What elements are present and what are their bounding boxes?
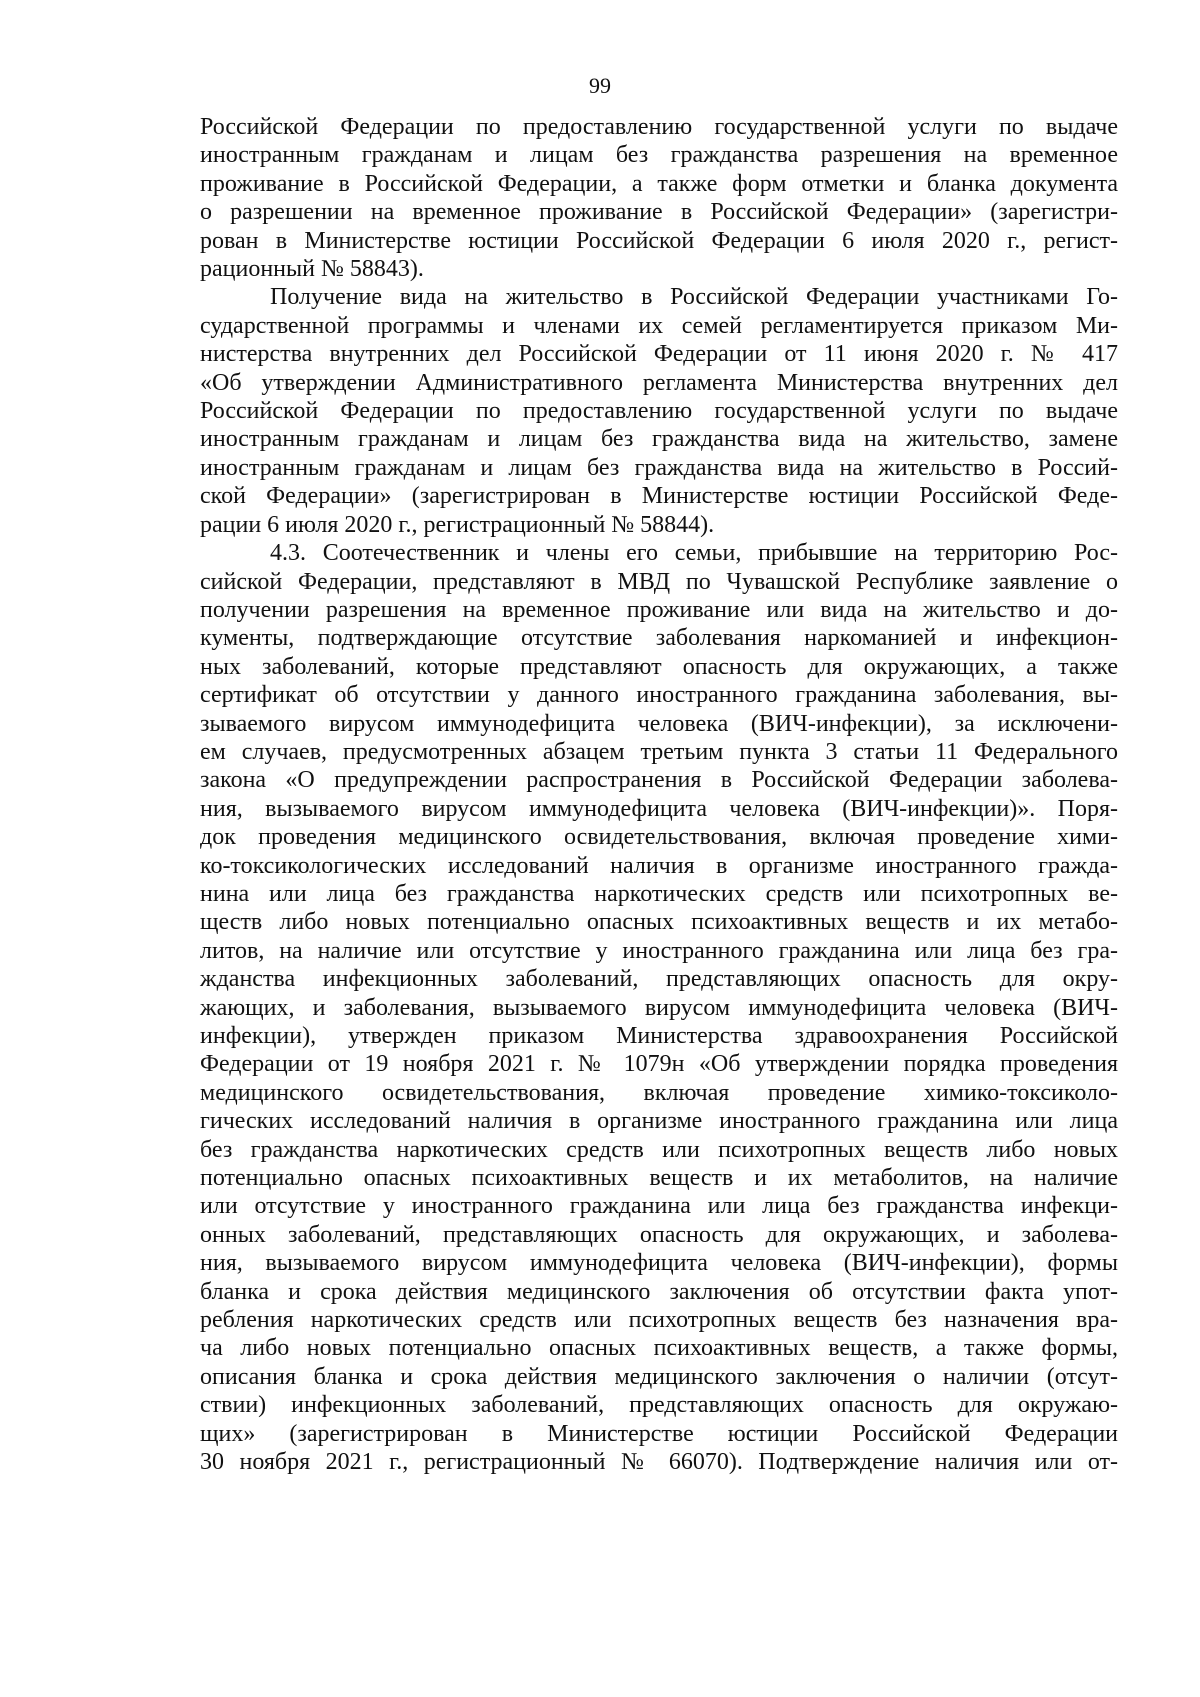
text-line: бланка и срока действия медицинского заключения об отсутствии факта упот- xyxy=(200,1278,1118,1305)
text-line: ствии) инфекционных заболеваний, представляющих опасность для окружаю- xyxy=(200,1392,1118,1419)
text-line: сийской Федерации, представляют в МВД по Чувашской Республике заявление о xyxy=(200,568,1118,595)
text-line: ния, вызываемого вирусом иммунодефицита человека (ВИЧ-инфекции), формы xyxy=(200,1250,1118,1277)
text-line: зываемого вирусом иммунодефицита человека (ВИЧ-инфекции), за исключени- xyxy=(200,710,1118,737)
text-line: или отсутствие у иностранного гражданина или лица без гражданства инфекци- xyxy=(200,1193,1118,1220)
text-line: ществ либо новых потенциально опасных психоактивных веществ и их метабо- xyxy=(200,909,1118,936)
page-number: 99 xyxy=(589,73,611,98)
text-line: кументы, подтверждающие отсутствие заболевания наркоманией и инфекцион- xyxy=(200,625,1118,652)
text-line: закона «О предупреждении распространения в Российской Федерации заболева- xyxy=(200,767,1118,794)
text-line: жающих, и заболевания, вызываемого вирусом иммунодефицита человека (ВИЧ- xyxy=(200,994,1118,1021)
text-line: щих» (зарегистрирован в Министерстве юстиции Российской Федерации xyxy=(200,1420,1118,1447)
text-line: сударственной программы и членами их семей регламентируется приказом Ми- xyxy=(200,312,1118,339)
text-line: описания бланка и срока действия медицинского заключения о наличии (отсут- xyxy=(200,1363,1118,1390)
text-line: нина или лица без гражданства наркотических средств или психотропных ве- xyxy=(200,880,1118,907)
text-line: ской Федерации» (зарегистрирован в Министерстве юстиции Российской Феде- xyxy=(200,483,1118,510)
text-line: иностранным гражданам и лицам без гражданства вида на жительство, замене xyxy=(200,426,1118,453)
text-line: ко-токсикологических исследований наличия в организме иностранного гражда- xyxy=(200,852,1118,879)
text-line: ем случаев, предусмотренных абзацем третьим пункта 3 статьи 11 Федерального xyxy=(200,738,1118,765)
text-line: Федерации от 19 ноября 2021 г. № 1079н «Об утверждении порядка проведения xyxy=(200,1051,1118,1078)
text-line: нистерства внутренних дел Российской Федерации от 11 июня 2020 г. № 417 xyxy=(200,341,1118,368)
paragraph xyxy=(200,113,1118,283)
text-line: ных заболеваний, которые представляют опасность для окружающих, а также xyxy=(200,653,1118,680)
text-line: потенциально опасных психоактивных веществ и их метаболитов, на наличие xyxy=(200,1165,1118,1192)
text-line: инфекции), утвержден приказом Министерства здравоохранения Российской xyxy=(200,1023,1118,1049)
text-line: док проведения медицинского освидетельствования, включая проведение хими- xyxy=(200,824,1118,851)
text-line: сертификат об отсутствии у данного иностранного гражданина заболевания, вы- xyxy=(200,682,1118,709)
text-line: иностранным гражданам и лицам без гражданства разрешения на временное xyxy=(200,142,1118,169)
text-line: рации 6 июля 2020 г., регистрационный № 58844). xyxy=(200,511,715,538)
text-line: рован в Министерстве юстиции Российской Федерации 6 июля 2020 г., регист- xyxy=(200,227,1118,254)
text-line: ча либо новых потенциально опасных психоактивных веществ, а также формы, xyxy=(200,1335,1118,1362)
text-line: онных заболеваний, представляющих опасность для окружающих, и заболева- xyxy=(200,1221,1118,1248)
text-line: жданства инфекционных заболеваний, представляющих опасность для окру- xyxy=(200,966,1118,993)
text-line: ребления наркотических средств или психотропных веществ без назначения вра- xyxy=(200,1307,1118,1334)
text-line: получении разрешения на временное проживание или вида на жительство и до- xyxy=(200,596,1118,623)
text-line: медицинского освидетельствования, включая проведение химико-токсиколо- xyxy=(200,1079,1118,1106)
paragraph xyxy=(200,539,1118,1476)
text-line: без гражданства наркотических средств или психотропных веществ либо новых xyxy=(200,1136,1118,1163)
text-line: Российской Федерации по предоставлению государственной услуги по выдаче xyxy=(200,114,1118,140)
text-line: 4.3. Соотечественник и члены его семьи, прибывшие на территорию Рос- xyxy=(270,540,1118,567)
text-line: Получение вида на жительство в Российской Федерации участниками Го- xyxy=(270,284,1118,311)
document-body xyxy=(200,113,1118,1477)
text-line: ния, вызываемого вирусом иммунодефицита человека (ВИЧ-инфекции)». Поря- xyxy=(200,795,1118,822)
text-line: гических исследований наличия в организме иностранного гражданина или лица xyxy=(200,1108,1118,1135)
text-line: проживание в Российской Федерации, а также форм отметки и бланка документа xyxy=(200,170,1118,197)
text-line: иностранным гражданам и лицам без гражданства вида на жительство в Россий- xyxy=(200,454,1118,481)
text-line: «Об утверждении Административного регламента Министерства внутренних дел xyxy=(200,369,1118,396)
text-line: литов, на наличие или отсутствие у иностранного гражданина или лица без гра- xyxy=(200,937,1118,964)
text-line: 30 ноября 2021 г., регистрационный № 66070). Подтверждение наличия или от- xyxy=(200,1449,1118,1476)
text-line: рационный № 58843). xyxy=(200,256,424,283)
text-line: Российской Федерации по предоставлению государственной услуги по выдаче xyxy=(200,398,1118,425)
text-line: о разрешении на временное проживание в Российской Федерации» (зарегистри- xyxy=(200,199,1118,226)
paragraph xyxy=(200,283,1118,539)
